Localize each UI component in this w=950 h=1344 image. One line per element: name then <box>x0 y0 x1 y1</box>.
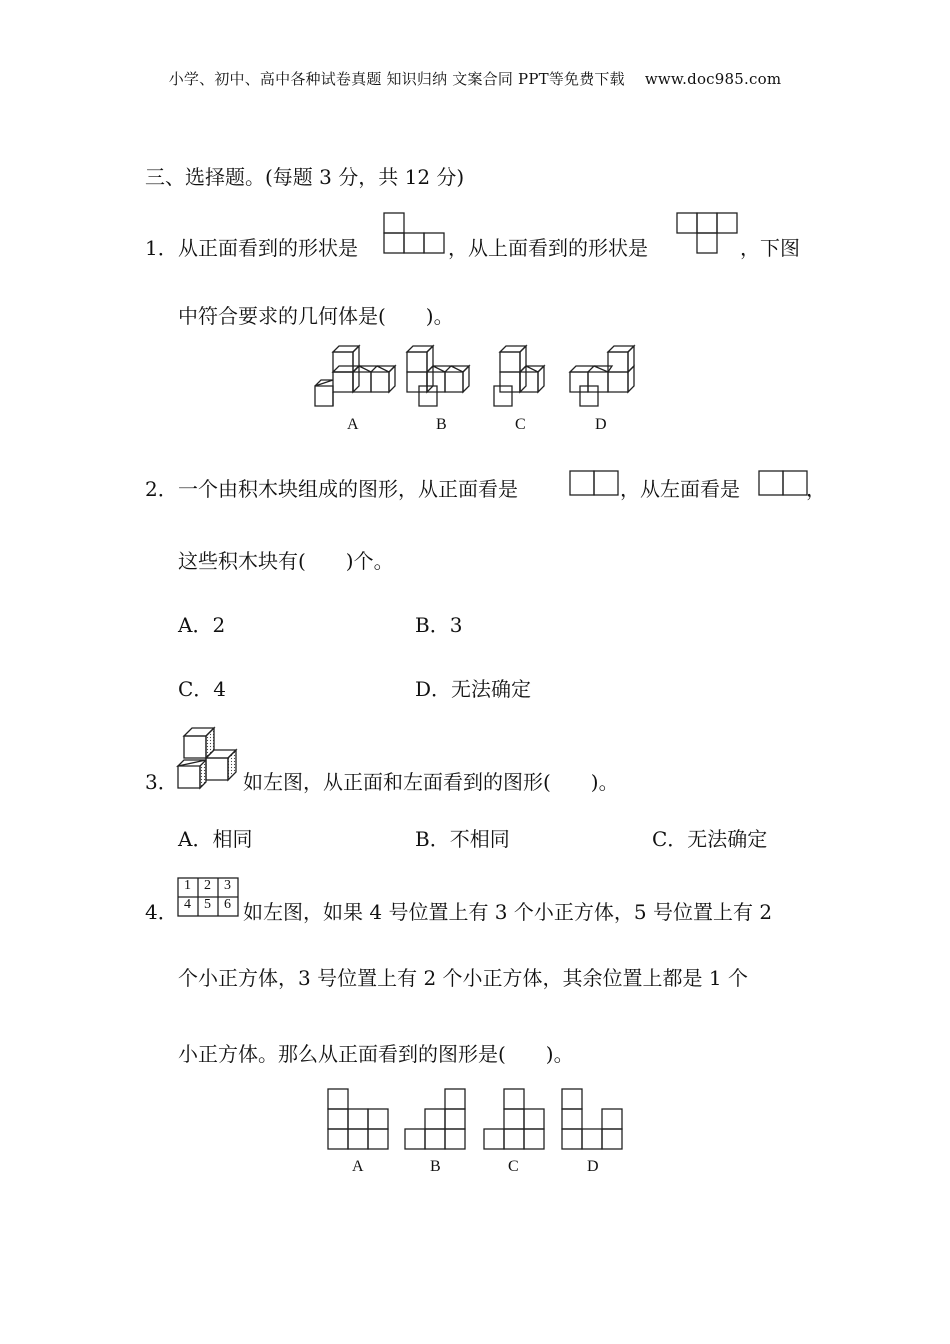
q2-text-c: ， <box>806 477 826 501</box>
q4-option-c-label[interactable]: C <box>508 1158 519 1175</box>
q3-option-a[interactable]: A．相同 <box>178 827 253 851</box>
grid-cell-5: 5 <box>204 897 211 912</box>
q3-option-c[interactable]: C．无法确定 <box>652 827 768 851</box>
q1-text-a: 从正面看到的形状是 <box>178 236 358 260</box>
q1-front-view-figure <box>383 212 447 256</box>
q2-text-b: ，从左面看是 <box>620 477 740 501</box>
grid-cell-6: 6 <box>224 897 231 912</box>
q1-option-b-label[interactable]: B <box>436 416 447 433</box>
q3-cube-figure <box>176 724 242 790</box>
q2-option-a[interactable]: A．2 <box>178 613 226 637</box>
q2-line2: 这些积木块有( )个。 <box>178 549 394 573</box>
q4-position-grid <box>177 877 239 917</box>
q4-option-a-label[interactable]: A <box>352 1158 364 1175</box>
header-left-text: 小学、初中、高中各种试卷真题 知识归纳 文案合同 PPT等免费下载 <box>168 70 625 88</box>
q2-text-a: 一个由积木块组成的图形，从正面看是 <box>178 477 518 501</box>
q2-left-view-figure <box>758 470 808 496</box>
q1-option-a-figure <box>313 350 393 410</box>
header-url: www.doc985.com <box>644 70 782 88</box>
q1-top-view-figure <box>676 212 740 256</box>
q4-option-b-figure <box>404 1088 468 1154</box>
q3-option-b[interactable]: B．不相同 <box>415 827 510 851</box>
q1-option-d-label[interactable]: D <box>595 416 607 433</box>
q4-number: 4． <box>145 900 178 924</box>
q4-text: 如左图，如果 4 号位置上有 3 个小正方体，5 号位置上有 2 <box>243 900 773 924</box>
q2-option-c[interactable]: C．4 <box>178 677 227 701</box>
q4-option-a-figure <box>327 1088 391 1154</box>
q4-option-d-label[interactable]: D <box>587 1158 599 1175</box>
q2-front-view-figure <box>569 470 619 496</box>
q4-line2: 个小正方体，3 号位置上有 2 个小正方体，其余位置上都是 1 个 <box>178 966 748 990</box>
q4-option-c-figure <box>483 1088 547 1154</box>
q1-text-b: ，从上面看到的形状是 <box>448 236 648 260</box>
q2-option-d[interactable]: D．无法确定 <box>415 677 532 701</box>
q4-option-d-figure <box>561 1088 625 1154</box>
q1-number: 1． <box>145 236 178 260</box>
grid-cell-3: 3 <box>224 878 231 893</box>
q3-number: 3． <box>145 770 178 794</box>
q1-option-d-figure <box>566 350 646 410</box>
grid-cell-4: 4 <box>184 897 191 912</box>
q4-option-b-label[interactable]: B <box>430 1158 441 1175</box>
q1-line2: 中符合要求的几何体是( )。 <box>178 304 454 328</box>
page-header <box>0 68 950 89</box>
grid-cell-2: 2 <box>204 878 211 893</box>
q1-option-b-figure <box>405 350 485 410</box>
section-title: 三、选择题。(每题 3 分，共 12 分) <box>145 165 465 189</box>
q1-option-c-label[interactable]: C <box>515 416 526 433</box>
q1-option-a-label[interactable]: A <box>347 416 359 433</box>
q3-text: 如左图，从正面和左面看到的图形( )。 <box>243 770 619 794</box>
q1-option-c-figure <box>492 350 562 410</box>
q2-number: 2． <box>145 477 178 501</box>
grid-cell-1: 1 <box>184 878 191 893</box>
q2-option-b[interactable]: B．3 <box>415 613 463 637</box>
q4-line3: 小正方体。那么从正面看到的图形是( )。 <box>178 1042 574 1066</box>
q1-text-c: ，下图 <box>740 236 800 260</box>
